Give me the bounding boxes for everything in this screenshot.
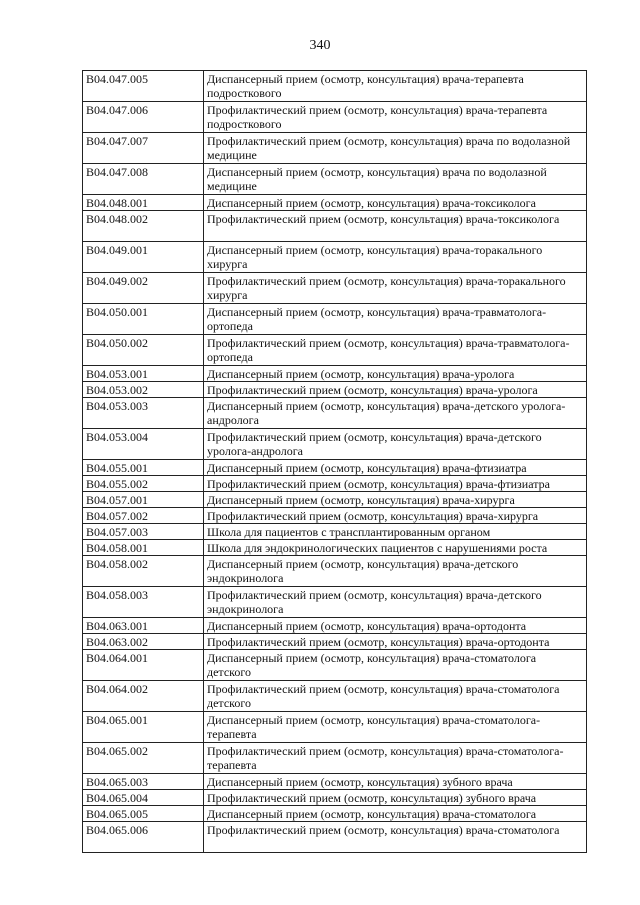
service-name: Диспансерный прием (осмотр, консультация) врача-уролога: [204, 366, 587, 382]
table-row: [83, 335, 587, 366]
table-row: [83, 822, 587, 853]
service-code: B04.057.001: [83, 492, 204, 508]
service-name: Профилактический прием (осмотр, консультация) врача-терапевта подросткового: [204, 102, 587, 133]
service-name: Диспансерный прием (осмотр, консультация) врача-терапевта подросткового: [204, 71, 587, 102]
table-row: [83, 366, 587, 382]
table-row: [83, 587, 587, 618]
service-name: Профилактический прием (осмотр, консультация) врача-токсиколога: [204, 211, 587, 242]
service-name: Профилактический прием (осмотр, консультация) врача-травматолога-ортопеда: [204, 335, 587, 366]
service-code: B04.065.006: [83, 822, 204, 853]
service-name: Диспансерный прием (осмотр, консультация) зубного врача: [204, 774, 587, 790]
service-code: B04.058.003: [83, 587, 204, 618]
table-row: [83, 634, 587, 650]
table-row: [83, 492, 587, 508]
service-code: B04.064.002: [83, 681, 204, 712]
service-name: Диспансерный прием (осмотр, консультация) врача-стоматолога детского: [204, 650, 587, 681]
service-name: Диспансерный прием (осмотр, консультация) врача-детского уролога-андролога: [204, 398, 587, 429]
service-code: B04.065.003: [83, 774, 204, 790]
table-row: [83, 133, 587, 164]
service-name: Профилактический прием (осмотр, консультация) врача-детского эндокринолога: [204, 587, 587, 618]
service-code: B04.047.008: [83, 164, 204, 195]
service-code: B04.053.003: [83, 398, 204, 429]
table-row: [83, 429, 587, 460]
page-number: 340: [309, 38, 331, 53]
table-row: [83, 790, 587, 806]
table-row: [83, 743, 587, 774]
service-name: Профилактический прием (осмотр, консультация) зубного врача: [204, 790, 587, 806]
service-name: Диспансерный прием (осмотр, консультация) врача-хирурга: [204, 492, 587, 508]
service-name: Профилактический прием (осмотр, консультация) врача-ортодонта: [204, 634, 587, 650]
service-code: B04.065.001: [83, 712, 204, 743]
service-name: Профилактический прием (осмотр, консультация) врача-стоматолога: [204, 822, 587, 853]
service-code: B04.055.001: [83, 460, 204, 476]
service-name: Диспансерный прием (осмотр, консультация) врача-детского эндокринолога: [204, 556, 587, 587]
service-code: B04.048.002: [83, 211, 204, 242]
table-row: [83, 681, 587, 712]
table-row: [83, 102, 587, 133]
service-name: Диспансерный прием (осмотр, консультация) врача-стоматолога: [204, 806, 587, 822]
service-name: Профилактический прием (осмотр, консультация) врача по водолазной медицине: [204, 133, 587, 164]
service-name: Профилактический прием (осмотр, консультация) врача-фтизиатра: [204, 476, 587, 492]
service-name: Диспансерный прием (осмотр, консультация) врача-ортодонта: [204, 618, 587, 634]
service-name: Диспансерный прием (осмотр, консультация) врача-фтизиатра: [204, 460, 587, 476]
table-row: [83, 476, 587, 492]
service-code: B04.049.001: [83, 242, 204, 273]
service-code: B04.063.002: [83, 634, 204, 650]
table-row: [83, 650, 587, 681]
service-name: Профилактический прием (осмотр, консультация) врача-торакального хирурга: [204, 273, 587, 304]
table-row: [83, 806, 587, 822]
table-row: [83, 774, 587, 790]
table-row: [83, 273, 587, 304]
service-code: B04.047.005: [83, 71, 204, 102]
table-row: [83, 398, 587, 429]
service-name: Школа для эндокринологических пациентов с нарушениями роста: [204, 540, 587, 556]
table-row: [83, 211, 587, 242]
table-row: [83, 382, 587, 398]
table-row: [83, 242, 587, 273]
service-code: B04.053.001: [83, 366, 204, 382]
table-row: [83, 524, 587, 540]
service-code: B04.047.007: [83, 133, 204, 164]
service-name: Профилактический прием (осмотр, консультация) врача-стоматолога детского: [204, 681, 587, 712]
table-row: [83, 195, 587, 211]
service-name: Диспансерный прием (осмотр, консультация) врача-травматолога-ортопеда: [204, 304, 587, 335]
service-name: Профилактический прием (осмотр, консультация) врача-стоматолога-терапевта: [204, 743, 587, 774]
table-row: [83, 618, 587, 634]
service-code: B04.050.001: [83, 304, 204, 335]
service-code: B04.058.001: [83, 540, 204, 556]
service-name: Школа для пациентов с трансплантированным органом: [204, 524, 587, 540]
service-code: B04.048.001: [83, 195, 204, 211]
service-code: B04.064.001: [83, 650, 204, 681]
table-row: [83, 304, 587, 335]
services-table: [82, 70, 587, 853]
service-name: Диспансерный прием (осмотр, консультация) врача-торакального хирурга: [204, 242, 587, 273]
service-code: B04.049.002: [83, 273, 204, 304]
service-code: B04.055.002: [83, 476, 204, 492]
service-code: B04.057.002: [83, 508, 204, 524]
service-name: Диспансерный прием (осмотр, консультация) врача-стоматолога-терапевта: [204, 712, 587, 743]
service-code: B04.053.004: [83, 429, 204, 460]
service-name: Профилактический прием (осмотр, консультация) врача-детского уролога-андролога: [204, 429, 587, 460]
service-code: B04.065.004: [83, 790, 204, 806]
table-row: [83, 71, 587, 102]
service-code: B04.050.002: [83, 335, 204, 366]
table-row: [83, 556, 587, 587]
service-code: B04.065.002: [83, 743, 204, 774]
service-code: B04.065.005: [83, 806, 204, 822]
service-code: B04.063.001: [83, 618, 204, 634]
service-code: B04.057.003: [83, 524, 204, 540]
table-row: [83, 508, 587, 524]
service-name: Профилактический прием (осмотр, консультация) врача-хирурга: [204, 508, 587, 524]
service-name: Профилактический прием (осмотр, консультация) врача-уролога: [204, 382, 587, 398]
service-code: B04.058.002: [83, 556, 204, 587]
service-code: B04.047.006: [83, 102, 204, 133]
service-name: Диспансерный прием (осмотр, консультация) врача-токсиколога: [204, 195, 587, 211]
table-row: [83, 712, 587, 743]
services-table-body: [83, 71, 587, 853]
table-row: [83, 164, 587, 195]
table-row: [83, 540, 587, 556]
table-row: [83, 460, 587, 476]
service-code: B04.053.002: [83, 382, 204, 398]
service-name: Диспансерный прием (осмотр, консультация) врача по водолазной медицине: [204, 164, 587, 195]
